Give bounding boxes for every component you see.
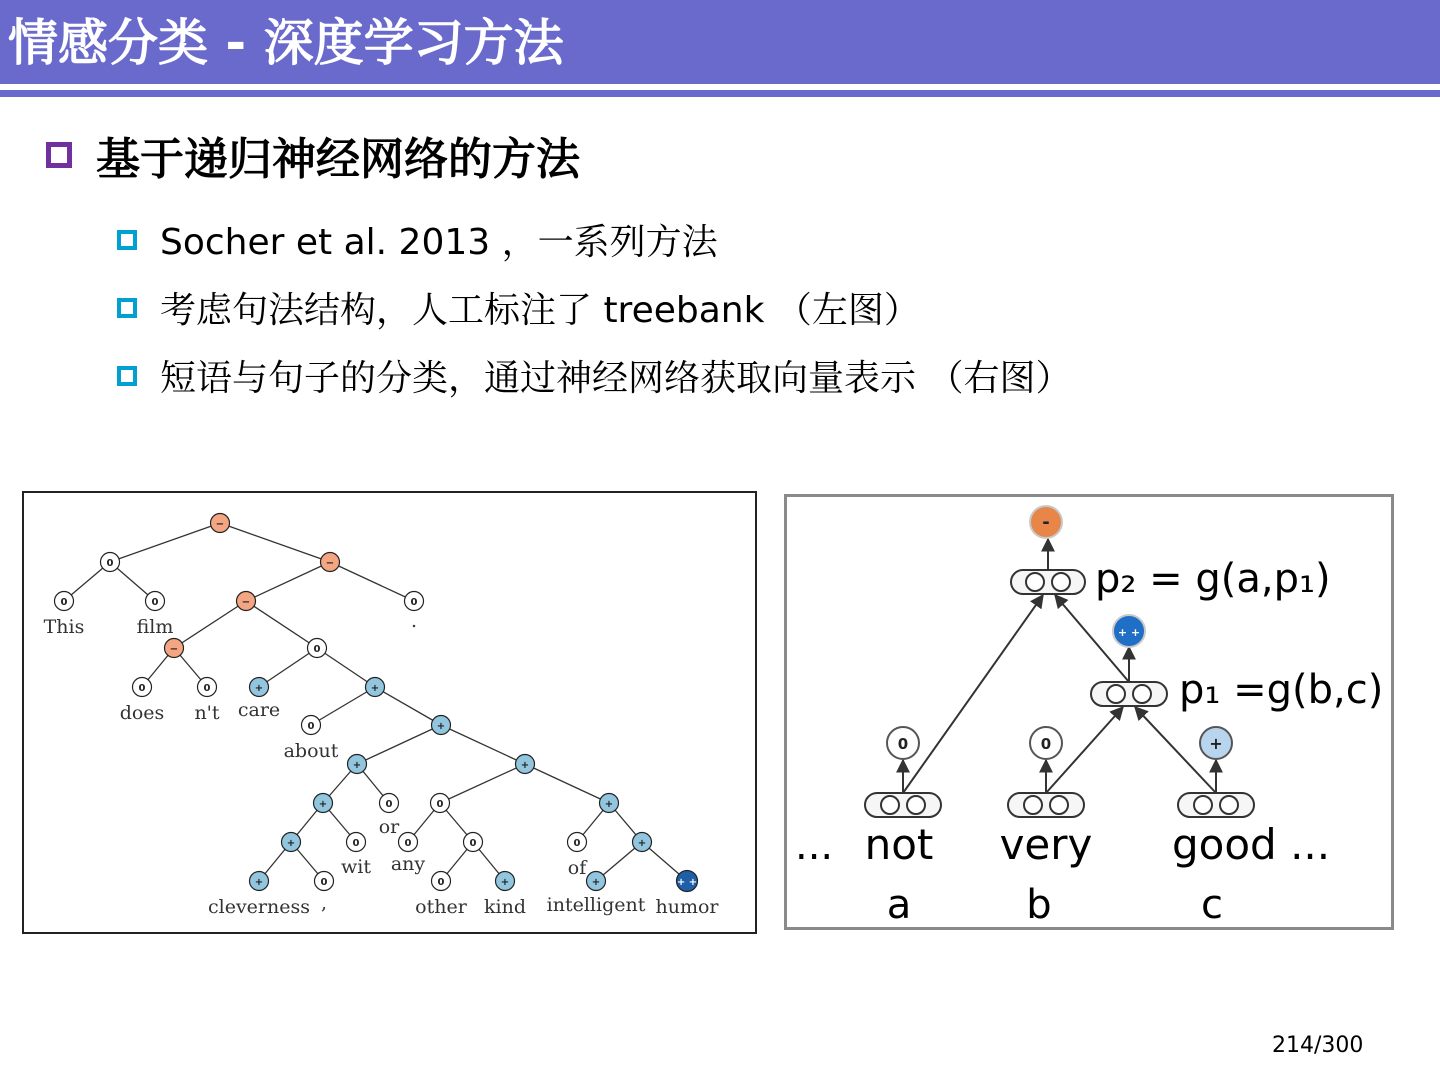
letter-a: a <box>886 882 912 927</box>
word-not: not <box>864 820 934 869</box>
svg-text:cleverness: cleverness <box>207 896 311 918</box>
svg-text:0: 0 <box>897 735 909 753</box>
svg-text:or: or <box>378 816 400 838</box>
slide-title: 情感分类 - 深度学习方法 <box>8 14 564 72</box>
svg-text:+: + <box>604 799 614 810</box>
equation-p1: p₁ =g(b,c) <box>1179 667 1384 713</box>
sentiment-treebank-figure <box>22 491 757 934</box>
word-very: very <box>999 820 1093 869</box>
svg-text:other: other <box>415 896 467 918</box>
sub-bullet-icon <box>117 366 137 386</box>
sub-bullet-icon <box>117 298 137 318</box>
svg-text:,: , <box>320 892 328 914</box>
svg-text:0: 0 <box>106 558 114 569</box>
svg-text:+ +: + + <box>1117 626 1141 639</box>
svg-text:−: − <box>215 519 225 530</box>
svg-text:0: 0 <box>313 644 321 655</box>
bullet-1: Socher et al. 2013 ，一系列方法 <box>160 222 718 263</box>
svg-text:+: + <box>370 683 380 694</box>
svg-text:0: 0 <box>410 597 418 608</box>
svg-text:care: care <box>237 699 281 721</box>
sentiment-nodes <box>887 506 1232 759</box>
recursive-composition-figure <box>784 494 1394 930</box>
leaf-words <box>44 610 720 918</box>
svg-text:+: + <box>254 877 264 888</box>
svg-text:+: + <box>286 838 296 849</box>
svg-text:0: 0 <box>437 877 445 888</box>
svg-text:+: + <box>637 838 647 849</box>
svg-text:0: 0 <box>203 683 211 694</box>
svg-text:This: This <box>43 616 85 638</box>
page-number: 214/300 <box>1272 1033 1364 1058</box>
equation-p2: p₂ = g(a,p₁) <box>1095 556 1331 602</box>
svg-text:does: does <box>119 702 165 724</box>
svg-text:n't: n't <box>194 702 220 724</box>
svg-text:+: + <box>318 799 328 810</box>
svg-text:0: 0 <box>151 597 159 608</box>
svg-text:0: 0 <box>320 877 328 888</box>
ellipsis-left: ... <box>795 823 834 869</box>
svg-text:+ +: + + <box>676 877 698 888</box>
svg-text:+: + <box>591 877 601 888</box>
svg-text:0: 0 <box>307 721 315 732</box>
svg-text:−: − <box>241 597 251 608</box>
svg-text:−: − <box>169 644 179 655</box>
heading-bullet-icon <box>46 142 72 168</box>
word-good: good ... <box>1172 820 1331 869</box>
svg-text:+: + <box>520 760 530 771</box>
svg-text:0: 0 <box>469 838 477 849</box>
bullet-2: 考虑句法结构，人工标注了 treebank （左图） <box>160 290 920 331</box>
svg-text:about: about <box>283 740 339 762</box>
svg-text:.: . <box>410 610 418 632</box>
svg-text:any: any <box>390 853 426 875</box>
bullet-3: 短语与句子的分类，通过神经网络获取向量表示 （右图） <box>160 358 1072 399</box>
parse-tree-diagram <box>24 493 759 936</box>
svg-text:-: - <box>1042 512 1050 533</box>
letter-b: b <box>1026 882 1052 927</box>
svg-text:0: 0 <box>60 597 68 608</box>
svg-text:+: + <box>254 683 264 694</box>
svg-text:−: − <box>325 558 335 569</box>
section-heading: 基于递归神经网络的方法 <box>96 134 580 185</box>
svg-text:0: 0 <box>385 799 393 810</box>
composition-diagram <box>787 497 1391 927</box>
svg-text:humor: humor <box>655 896 719 918</box>
svg-text:0: 0 <box>352 838 360 849</box>
svg-text:+: + <box>436 721 446 732</box>
svg-text:0: 0 <box>436 799 444 810</box>
title-rule <box>0 90 1440 97</box>
svg-text:+: + <box>352 760 362 771</box>
svg-text:kind: kind <box>484 896 526 918</box>
svg-text:film: film <box>136 616 174 638</box>
svg-text:0: 0 <box>404 838 412 849</box>
svg-text:+: + <box>500 877 510 888</box>
sub-bullet-icon <box>117 230 137 250</box>
svg-text:0: 0 <box>573 838 581 849</box>
letter-c: c <box>1201 882 1223 927</box>
svg-text:+: + <box>1209 734 1223 753</box>
sentiment-node-labels <box>898 512 1223 753</box>
svg-text:0: 0 <box>138 683 146 694</box>
svg-text:0: 0 <box>1040 735 1052 753</box>
svg-text:intelligent: intelligent <box>546 894 646 916</box>
svg-text:wit: wit <box>341 856 371 878</box>
svg-text:of: of <box>567 857 587 879</box>
title-bar <box>0 0 1440 84</box>
